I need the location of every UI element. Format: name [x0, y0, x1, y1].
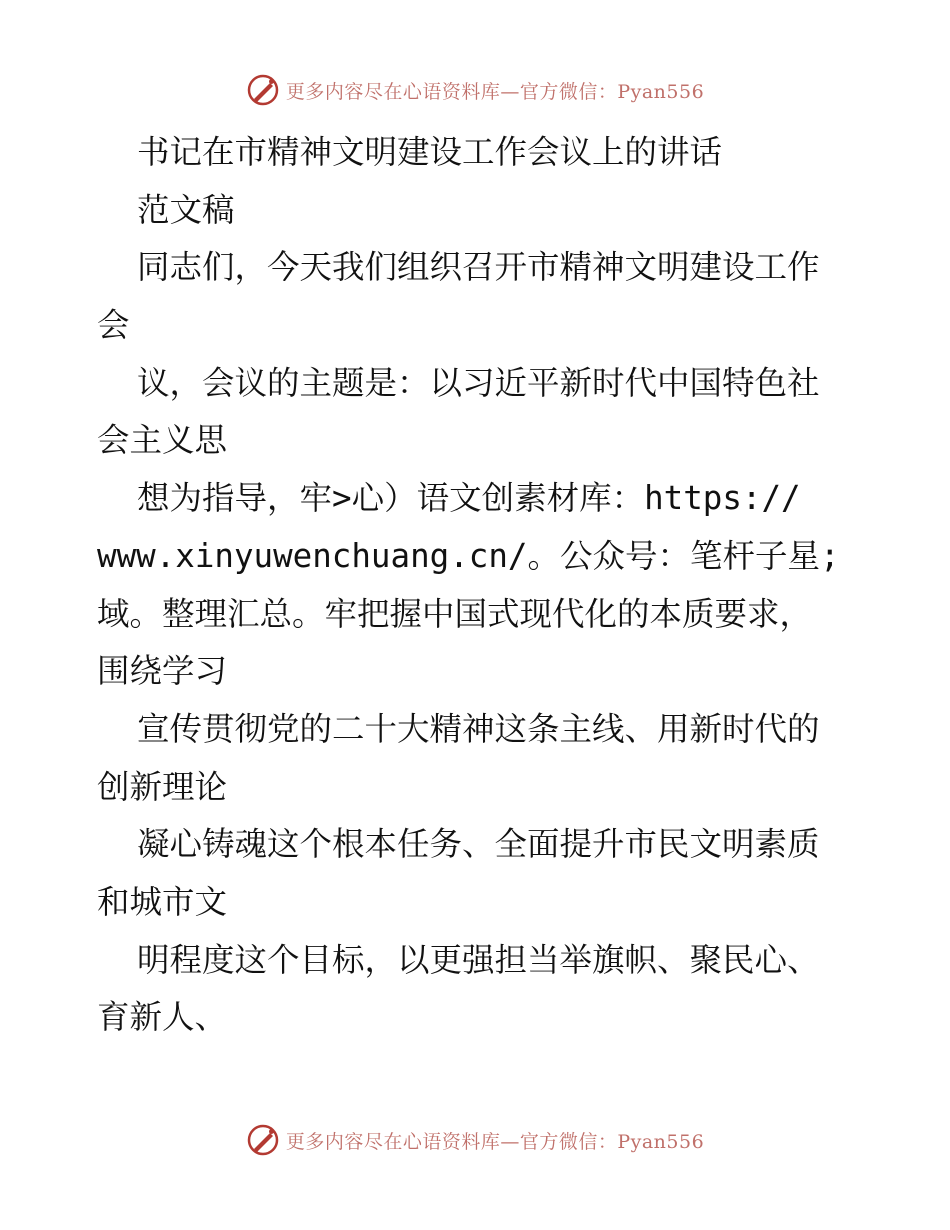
pen-nib-logo-icon [246, 1123, 280, 1157]
doc-line: 域。整理汇总。牢把握中国式现代化的本质要求， [97, 594, 813, 633]
pen-nib-logo-icon [246, 73, 280, 107]
doc-line: 凝心铸魂这个根本任务、全面提升市民文明素质 [137, 825, 820, 864]
doc-line: 议，会议的主题是：以习近平新时代中国特色社 [137, 363, 820, 402]
doc-line: 宣传贯彻党的二十大精神这条主线、用新时代的 [137, 709, 820, 748]
document-body [97, 124, 857, 1047]
doc-line: 育新人、 [97, 998, 228, 1037]
header-banner-text: 更多内容尽在心语资料库—官方微信：Pyan556 [285, 80, 705, 103]
footer-watermark-banner [0, 1120, 950, 1160]
footer-banner-text: 更多内容尽在心语资料库—官方微信：Pyan556 [285, 1130, 705, 1153]
doc-line: 同志们，今天我们组织召开市精神文明建设工作 [137, 248, 820, 287]
doc-line: www.xinyuwenchuang.cn/。公众号：笔杆子星; [97, 536, 840, 575]
doc-line: 想为指导，牢>心）语文创素材库：https:// [137, 479, 801, 518]
doc-line: 范文稿 [137, 190, 235, 229]
doc-line: 会主义思 [97, 421, 228, 460]
doc-line: 围绕学习 [97, 652, 228, 691]
doc-line: 创新理论 [97, 767, 228, 806]
doc-title-line: 书记在市精神文明建设工作会议上的讲话 [137, 133, 723, 171]
doc-line: 和城市文 [97, 882, 228, 921]
doc-line: 明程度这个目标，以更强担当举旗帜、聚民心、 [137, 940, 820, 979]
header-watermark-banner [0, 70, 950, 110]
doc-line: 会 [97, 306, 130, 345]
